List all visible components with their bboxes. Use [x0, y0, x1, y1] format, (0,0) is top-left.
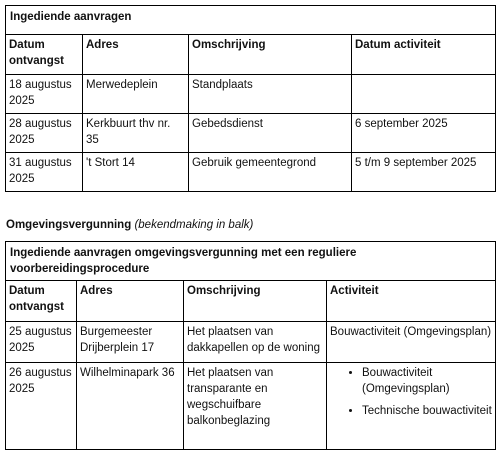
- column-header-description: Omschrijving: [184, 281, 327, 322]
- table-row: [6, 363, 496, 450]
- activity-list: [330, 365, 492, 419]
- table-title: Ingediende aanvragen omgevingsvergunning met een reguliere voorbereidingsprocedure: [6, 242, 496, 281]
- cell-address: Kerkbuurt thv nr. 35: [83, 114, 189, 153]
- cell-description: Gebedsdienst: [189, 114, 352, 153]
- cell-address: Wilhelminapark 36: [77, 363, 184, 450]
- list-item: • Technische bouwactiviteit: [362, 403, 492, 419]
- column-header-activity: Activiteit: [327, 281, 496, 322]
- cell-date-received: 28 augustus 2025: [6, 114, 83, 153]
- submitted-applications-table: [5, 5, 496, 192]
- section-title: Omgevingsvergunning: [6, 219, 132, 231]
- cell-description: Gebruik gemeentegrond: [189, 153, 352, 192]
- table-row: [6, 114, 496, 153]
- column-header-description: Omschrijving: [189, 35, 352, 75]
- cell-address: 't Stort 14: [83, 153, 189, 192]
- cell-activity-list: [327, 363, 496, 450]
- list-item: • Bouwactiviteit (Omgevingsplan): [362, 365, 492, 397]
- cell-description: Het plaatsen van dakkapellen op de woning: [184, 322, 327, 363]
- table-row: [6, 75, 496, 114]
- cell-activity-date: 5 t/m 9 september 2025: [352, 153, 496, 192]
- column-header-activity-date: Datum activiteit: [352, 35, 496, 75]
- cell-activity-date: 6 september 2025: [352, 114, 496, 153]
- cell-description: Standplaats: [189, 75, 352, 114]
- column-header-address: Adres: [77, 281, 184, 322]
- cell-address: Merwedeplein: [83, 75, 189, 114]
- column-header-address: Adres: [83, 35, 189, 75]
- column-header-date-received: Datum ontvangst: [6, 281, 77, 322]
- section-subtitle: (bekendmaking in balk): [134, 219, 254, 231]
- cell-date-received: 18 augustus 2025: [6, 75, 83, 114]
- cell-address: Burgemeester Drijberplein 17: [77, 322, 184, 363]
- table-row: [6, 153, 496, 192]
- cell-date-received: 26 augustus 2025: [6, 363, 77, 450]
- permit-applications-table: [5, 241, 496, 450]
- cell-date-received: 31 augustus 2025: [6, 153, 83, 192]
- cell-activity-date: [352, 75, 496, 114]
- table-title: Ingediende aanvragen: [6, 6, 496, 35]
- section-heading: [6, 219, 253, 231]
- cell-date-received: 25 augustus 2025: [6, 322, 77, 363]
- table-row: [6, 322, 496, 363]
- cell-description: Het plaatsen van transparante en wegschuifbare balkonbeglazing: [184, 363, 327, 450]
- column-header-date-received: Datum ontvangst: [6, 35, 83, 75]
- cell-activity: Bouwactiviteit (Omgevingsplan): [327, 322, 496, 363]
